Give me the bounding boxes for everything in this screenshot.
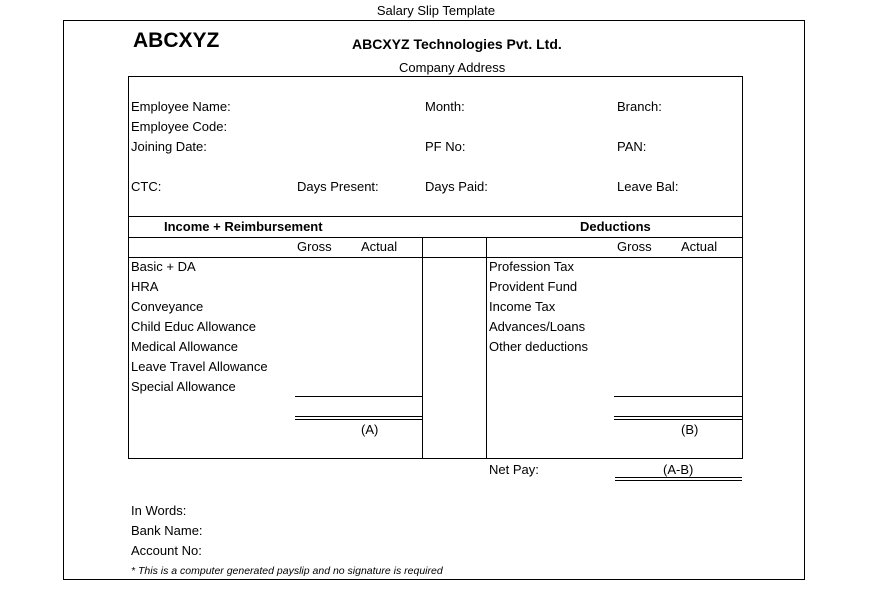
deduction-item: Income Tax — [489, 299, 556, 314]
month-label: Month: — [425, 99, 465, 114]
bank-name-label: Bank Name: — [131, 523, 203, 538]
gap-column-right-border — [486, 237, 487, 459]
ctc-label: CTC: — [131, 179, 162, 194]
income-item: Conveyance — [131, 299, 204, 314]
income-total-line-upper — [295, 416, 422, 417]
deductions-actual-header: Actual — [681, 239, 718, 254]
pan-label: PAN: — [617, 139, 647, 154]
income-total-label: (A) — [361, 422, 379, 437]
income-item: Child Educ Allowance — [131, 319, 257, 334]
company-address: Company Address — [399, 60, 506, 75]
income-total-line-lower — [295, 419, 422, 420]
deductions-total-label: (B) — [681, 422, 699, 437]
income-subtotal-line — [295, 396, 422, 397]
deduction-item: Provident Fund — [489, 279, 578, 294]
deductions-total-line-lower — [614, 419, 742, 420]
leave-bal-label: Leave Bal: — [617, 179, 679, 194]
income-item: Leave Travel Allowance — [131, 359, 268, 374]
income-gross-header: Gross — [297, 239, 332, 254]
table-top-divider — [128, 216, 743, 217]
company-logo: ABCXYZ — [133, 29, 220, 52]
employee-code-label: Employee Code: — [131, 119, 228, 134]
deduction-item: Advances/Loans — [489, 319, 586, 334]
net-pay-line-upper — [615, 477, 742, 478]
footnote: * This is a computer generated payslip and no signature is required — [131, 565, 443, 577]
income-item: HRA — [131, 279, 159, 294]
deductions-gross-header: Gross — [617, 239, 652, 254]
account-no-label: Account No: — [131, 543, 202, 558]
net-pay-formula: (A-B) — [663, 462, 694, 477]
branch-label: Branch: — [617, 99, 662, 114]
income-item: Medical Allowance — [131, 339, 238, 354]
document-title: Salary Slip Template — [376, 3, 496, 18]
gap-column-left-border — [422, 237, 423, 459]
deduction-item: Other deductions — [489, 339, 589, 354]
deduction-item: Profession Tax — [489, 259, 575, 274]
pf-no-label: PF No: — [425, 139, 466, 154]
income-item: Special Allowance — [131, 379, 236, 394]
income-item: Basic + DA — [131, 259, 196, 274]
net-pay-line-lower — [615, 480, 742, 481]
deductions-total-line-upper — [614, 416, 742, 417]
deductions-subtotal-line — [614, 396, 742, 397]
table-header-divider — [128, 237, 743, 238]
income-actual-header: Actual — [361, 239, 398, 254]
employee-name-label: Employee Name: — [131, 99, 231, 114]
in-words-label: In Words: — [131, 503, 187, 518]
table-subheader-divider — [128, 257, 743, 258]
income-header: Income + Reimbursement — [164, 219, 323, 234]
days-paid-label: Days Paid: — [425, 179, 488, 194]
company-name: ABCXYZ Technologies Pvt. Ltd. — [352, 36, 562, 52]
days-present-label: Days Present: — [297, 179, 379, 194]
deductions-header: Deductions — [580, 219, 651, 234]
joining-date-label: Joining Date: — [131, 139, 207, 154]
net-pay-label: Net Pay: — [489, 462, 539, 477]
